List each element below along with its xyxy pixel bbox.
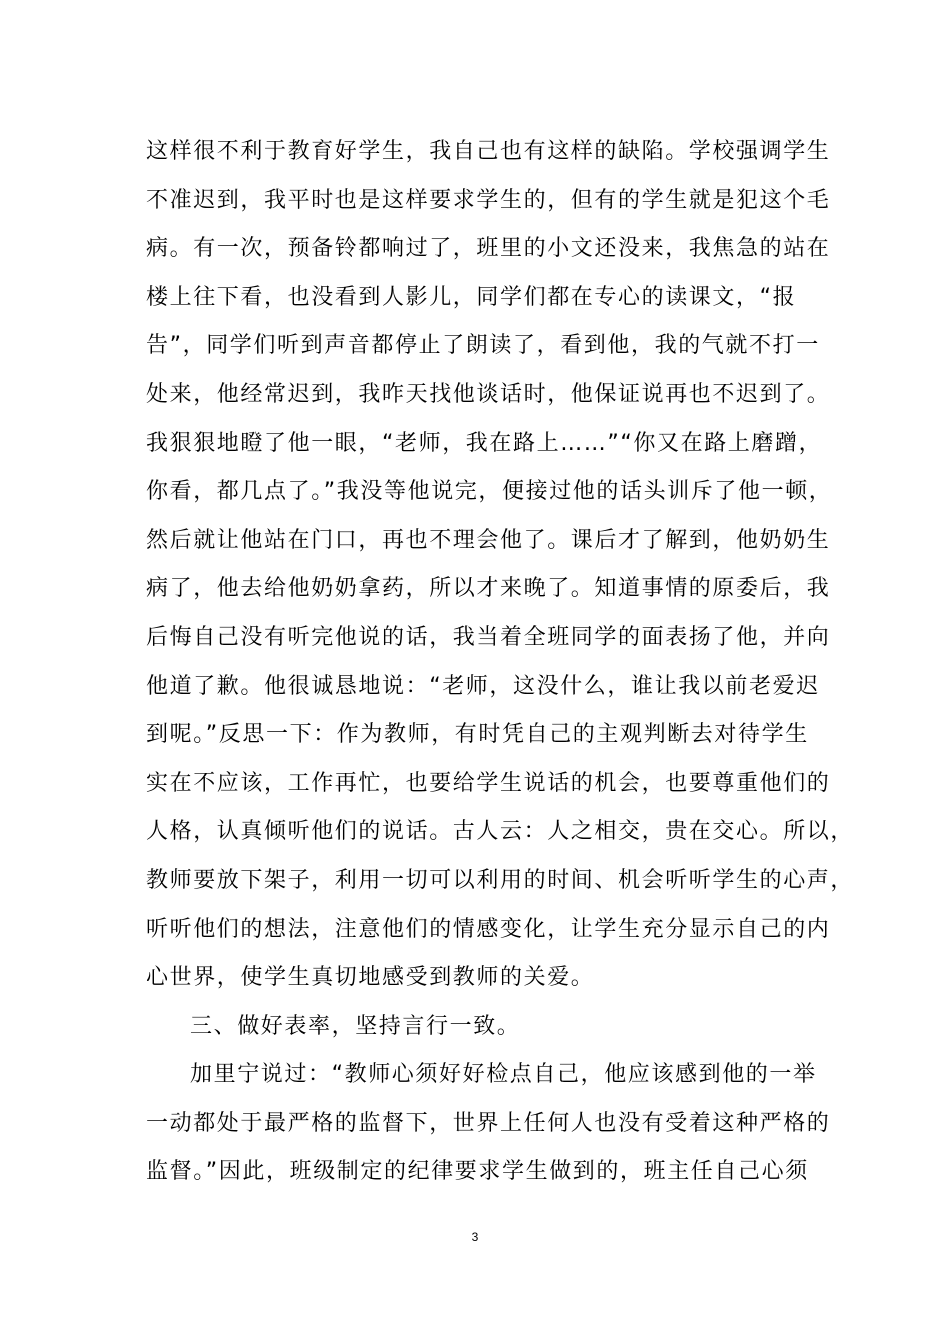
text-line: 然后就让他站在门口，再也不理会他了。课后才了解到，他奶奶生 — [146, 527, 831, 553]
text-line: 人格，认真倾听他们的说话。古人云：人之相交，贵在交心。所以， — [146, 819, 855, 845]
text-line: 处来，他经常迟到，我昨天找他谈话时，他保证说再也不迟到了。 — [146, 381, 831, 407]
text-line: 病了，他去给他奶奶拿药，所以才来晚了。知道事情的原委后，我 — [146, 576, 831, 602]
page-number: 3 — [471, 1230, 479, 1244]
body-text — [146, 128, 855, 1197]
text-line: 他道了歉。他很诚恳地说：“老师，这没什么，谁让我以前老爱迟 — [146, 673, 820, 699]
text-line: 我狠狠地瞪了他一眼，“老师，我在路上……”“你又在路上磨蹭， — [146, 430, 823, 456]
text-line: 不准迟到，我平时也是这样要求学生的，但有的学生就是犯这个毛 — [146, 187, 831, 213]
text-line: 告”，同学们听到声音都停止了朗读了，看到他，我的气就不打一 — [146, 333, 820, 359]
text-line: 加里宁说过：“教师心须好好检点自己，他应该感到他的一举 — [190, 1062, 817, 1088]
text-line: 这样很不利于教育好学生，我自己也有这样的缺陷。学校强调学生 — [146, 139, 831, 164]
text-line: 心世界，使学生真切地感受到教师的关爱。 — [146, 965, 595, 991]
text-line: 楼上往下看，也没看到人影儿，同学们都在专心的读课文，“报 — [146, 284, 797, 310]
text-line: 病。有一次，预备铃都响过了，班里的小文还没来，我焦急的站在 — [146, 236, 831, 262]
text-line: 你看，都几点了。”我没等他说完，便接过他的话头训斥了他一顿， — [146, 479, 833, 505]
text-line: 实在不应该，工作再忙，也要给学生说话的机会，也要尊重他们的 — [146, 770, 831, 796]
text-line: 听听他们的想法，注意他们的情感变化，让学生充分显示自己的内 — [146, 916, 831, 942]
section-heading: 三、做好表率，坚持言行一致。 — [190, 1013, 521, 1039]
text-line: 后悔自己没有听完他说的话，我当着全班同学的面表扬了他，并向 — [146, 624, 831, 650]
text-line: 到呢。”反思一下：作为教师，有时凭自己的主观判断去对待学生 — [146, 722, 809, 748]
text-line: 监督。”因此，班级制定的纪律要求学生做到的，班主任自己心须 — [146, 1159, 809, 1185]
text-line: 一动都处于最严格的监督下，世界上任何人也没有受着这种严格的 — [146, 1110, 831, 1136]
text-line: 教师要放下架子，利用一切可以利用的时间、机会听听学生的心声， — [146, 867, 855, 893]
